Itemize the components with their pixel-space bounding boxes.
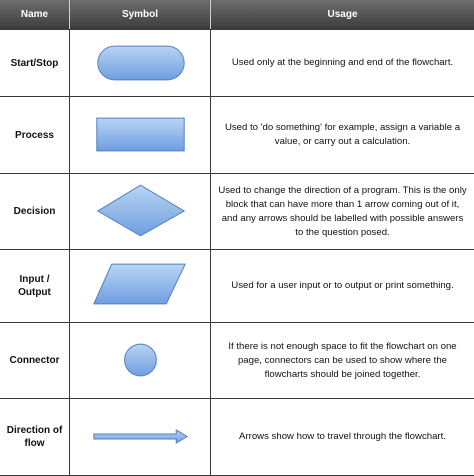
table-row — [0, 250, 474, 323]
symbol-name: Decision — [0, 174, 70, 249]
rectangle-shape — [97, 118, 184, 151]
table-row — [0, 174, 474, 250]
circle-shape — [125, 344, 157, 376]
symbol-name: Process — [0, 97, 70, 173]
symbol-usage: Used only at the beginning and end of the flowchart. — [231, 57, 454, 68]
table-header — [0, 0, 474, 29]
start-stop-symbol — [70, 30, 211, 96]
symbol-usage: Used for a user input or to output or print something. — [231, 280, 454, 291]
symbol-usage: Arrows show how to travel through the flowchart. — [239, 431, 446, 442]
rounded-rectangle-shape — [98, 46, 184, 80]
symbol-name: Direction of flow — [0, 399, 70, 475]
process-symbol — [70, 97, 211, 173]
header-name: Name — [0, 0, 70, 29]
table-row — [0, 30, 474, 97]
parallelogram-shape — [94, 264, 185, 304]
header-usage: Usage — [211, 0, 474, 29]
connector-symbol — [70, 323, 211, 398]
table-row — [0, 97, 474, 174]
decision-symbol — [70, 174, 211, 249]
symbol-usage: Used to change the direction of a program. This is the only block that can have more than 1 arrow coming out of it, and any arrows should be labelled with possible answers to the question posed. — [218, 184, 467, 238]
header-symbol: Symbol — [70, 0, 211, 29]
symbol-name: Start/Stop — [0, 30, 70, 96]
symbol-name: Input / Output — [0, 250, 70, 322]
symbol-usage: Used to 'do something' for example, assign a variable a value, or carry out a calculation. — [224, 122, 461, 147]
table-row — [0, 323, 474, 399]
symbol-name: Connector — [0, 323, 70, 398]
input-output-symbol — [70, 250, 211, 322]
direction-of-flow-symbol — [70, 399, 211, 475]
symbol-usage: If there is not enough space to fit the flowchart on one page, connectors can be used to show where the flowcharts should be joined together. — [228, 340, 457, 380]
diamond-shape — [98, 185, 184, 236]
arrow-shape — [94, 430, 187, 443]
table-row — [0, 399, 474, 476]
